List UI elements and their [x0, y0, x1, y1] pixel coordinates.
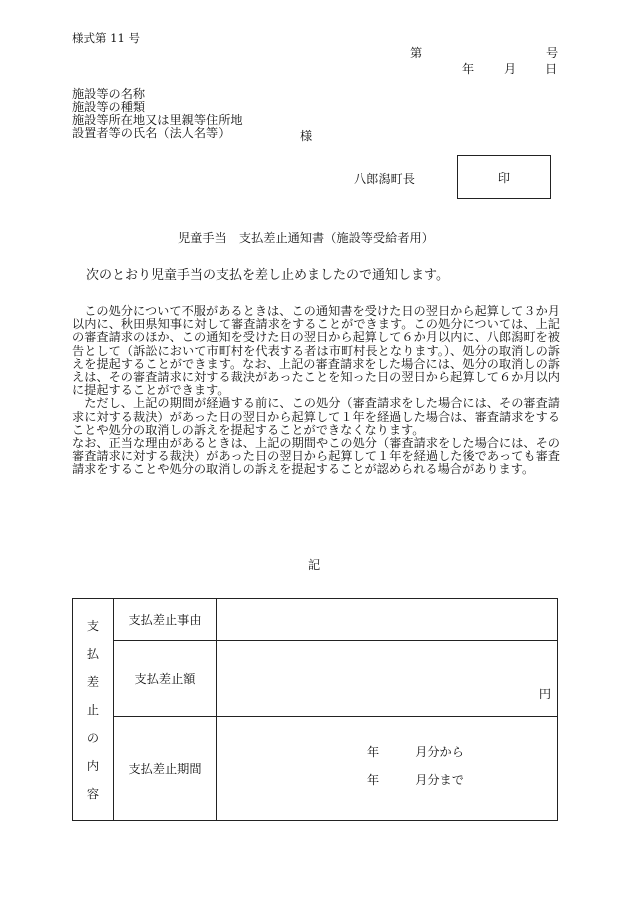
facility-address-label: 施設等所在地又は里親等住所地 — [72, 113, 243, 127]
establisher-name-label: 設置者等の氏名（法人名等） — [72, 126, 231, 140]
side-label-vertical — [73, 617, 113, 802]
number-suffix: 号 — [546, 46, 559, 60]
form-number: 様式第 11 号 — [72, 31, 140, 45]
to-month: 月分まで — [415, 773, 464, 787]
seal-label: 印 — [497, 170, 511, 185]
period-label-cell — [114, 717, 217, 821]
document-title: 児童手当 支払差止通知書（施設等受給者用） — [178, 231, 434, 245]
period-from — [367, 743, 464, 760]
amount-label-cell — [114, 641, 217, 717]
side-label-char: 差 — [86, 675, 100, 689]
honorific: 様 — [300, 129, 313, 143]
notice-paragraph-3: なお、正当な理由があるときは、上記の期間やこの処分（審査請求をした場合には、その審査請求に対する裁決）があった日の翌日から起算して１年を経過した後であっても審査請求をすることや処分の取消しの訴えを提起することが認められる場合があります。 — [72, 436, 560, 477]
addressee-block — [72, 88, 243, 140]
period-value-cell[interactable] — [217, 717, 558, 821]
notice-paragraph-2: ただし、上記の期間が経過する前に、この処分（審査請求をした場合には、その審査請求に対する裁決）があった日の翌日から起算して１年を経過した場合は、審査請求をすることや処分の取消しの訴えを提起することができなくなります。 — [72, 396, 560, 437]
amount-value-cell[interactable] — [217, 641, 558, 717]
issuer-mayor: 八郎潟町長 — [354, 172, 415, 186]
date-day: 日 — [545, 62, 558, 76]
to-year: 年 — [367, 773, 380, 787]
details-table — [72, 598, 558, 821]
amount-label: 支払差止額 — [134, 672, 196, 686]
from-month: 月分から — [415, 745, 464, 759]
intro-text: 次のとおり児童手当の支払を差し止めましたので通知します。 — [86, 268, 449, 283]
reason-label-cell — [114, 599, 217, 641]
period-label: 支払差止期間 — [128, 762, 202, 776]
number-prefix: 第 — [410, 46, 423, 60]
side-label-char: 払 — [86, 647, 100, 661]
facility-name-label: 施設等の名称 — [72, 87, 146, 101]
date-year: 年 — [462, 62, 475, 76]
notice-paragraph-1: この処分について不服があるときは、この通知書を受けた日の翌日から起算して３か月以内に、秋田県知事に対して審査請求をすることができます。この処分については、上記の審査請求のほか、この通知を受けた日の翌日から起算して６か月以内に、八郎潟町を被告として（訴訟において市町村を代表する者は市町村長となります。）、処分の取消しの訴えを提起することができます。なお、上記の審査請求をした場合には、処分の取消しの訴えは、その審査請求に対する裁決があったことを知った日の翌日から起算して６か月以内に提起することができます。 — [72, 304, 560, 398]
reason-label: 支払差止事由 — [128, 613, 202, 627]
side-label-char: 支 — [86, 619, 100, 633]
facility-type-label: 施設等の種類 — [72, 100, 146, 114]
ki-heading: 記 — [308, 558, 321, 572]
side-label-char: の — [86, 731, 100, 745]
reason-value-cell[interactable] — [217, 599, 558, 641]
period-to — [367, 771, 464, 788]
seal-box — [457, 155, 551, 199]
side-label-char: 内 — [86, 759, 100, 773]
side-label-char: 容 — [86, 787, 100, 801]
side-label-cell — [73, 599, 114, 821]
yen-unit: 円 — [538, 687, 551, 701]
date-month: 月 — [504, 62, 517, 76]
side-label-char: 止 — [86, 703, 100, 717]
from-year: 年 — [367, 745, 380, 759]
appeal-notice — [72, 305, 560, 477]
